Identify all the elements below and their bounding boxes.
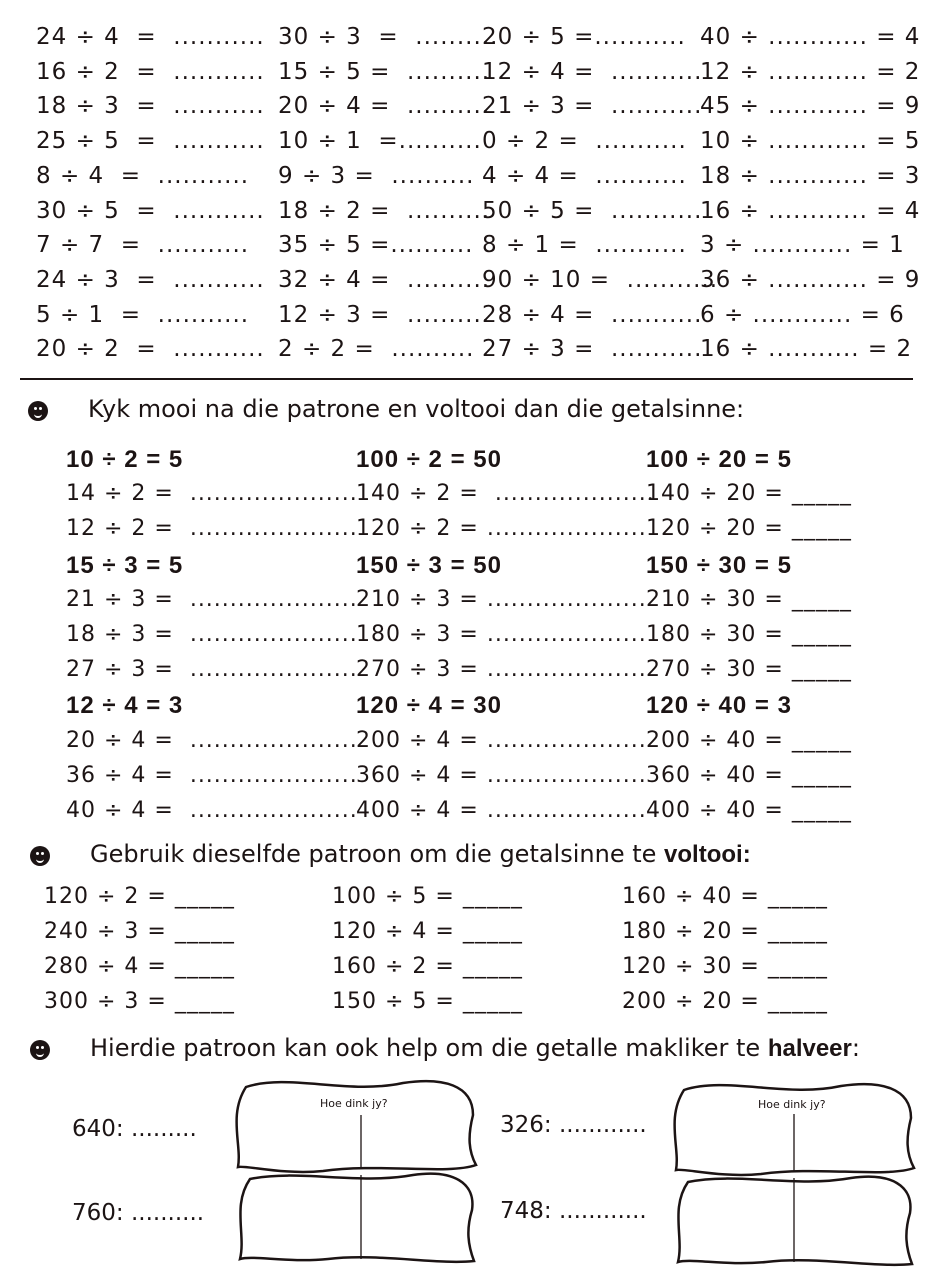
division-sentence: 15 ÷ 5 = ..........: [278, 58, 491, 85]
division-sentence: 90 ÷ 10 = ...........: [482, 266, 719, 293]
pattern-sentence: 27 ÷ 3 = .....................: [66, 657, 358, 683]
pattern-sentence: 210 ÷ 3 = ....................: [356, 586, 647, 612]
division-sentence: 4 ÷ 4 = ...........: [482, 162, 687, 189]
thinking-bubble-left: [228, 1075, 480, 1265]
pattern-sentence: 120 ÷ 30 = _____: [622, 954, 828, 979]
pattern-sentence: 280 ÷ 4 = _____: [44, 954, 235, 979]
pattern-sentence: 140 ÷ 2 = ....................: [356, 481, 655, 507]
division-sentence: 50 ÷ 5 = ...........: [482, 197, 703, 224]
division-sentence: 18 ÷ 2 = ..........: [278, 197, 491, 224]
pattern-sentence: 12 ÷ 2 = .....................: [66, 516, 358, 542]
division-sentence: 10 ÷ ............ = 5: [700, 128, 921, 155]
division-sentence: 3 ÷ ............ = 1: [700, 232, 905, 259]
division-sentence: 28 ÷ 4 = ...........: [482, 301, 703, 328]
pattern-sentence: 200 ÷ 40 = _____: [646, 727, 852, 753]
division-sentence: 30 ÷ 5 = ...........: [36, 197, 265, 224]
division-sentence: 2 ÷ 2 = ..........: [278, 336, 475, 363]
division-sentence: 5 ÷ 1 = ...........: [36, 301, 250, 328]
section-heading-halve: [90, 1034, 860, 1063]
division-sentence: 27 ÷ 3 = ...........: [482, 336, 703, 363]
division-sentence: 8 ÷ 4 = ...........: [36, 162, 250, 189]
bubble-label: Hoe dink jy?: [320, 1097, 388, 1110]
pattern-sentence: 36 ÷ 4 = .....................: [66, 762, 358, 788]
division-sentence: 12 ÷ 4 = ...........: [482, 58, 703, 85]
division-sentence: 16 ÷ 2 = ...........: [36, 58, 265, 85]
division-sentence: 10 ÷ 1 =..........: [278, 128, 482, 155]
halve-item: 326: ............: [500, 1112, 647, 1138]
pattern-sentence: 40 ÷ 4 = .....................: [66, 798, 358, 823]
pattern-sentence: 200 ÷ 4 = ....................: [356, 727, 647, 753]
example-sentence: 100 ÷ 20 = 5: [646, 446, 792, 473]
pattern-sentence: 180 ÷ 3 = ....................: [356, 622, 647, 647]
pattern-sentence: 120 ÷ 2 = _____: [44, 884, 235, 909]
pattern-sentence: 180 ÷ 20 = _____: [622, 919, 828, 944]
pattern-sentence: 120 ÷ 4 = _____: [332, 919, 523, 944]
example-sentence: 150 ÷ 30 = 5: [646, 551, 792, 579]
heading-suffix: :: [851, 1034, 860, 1062]
section-divider: [20, 378, 913, 380]
pattern-sentence: 270 ÷ 3 = ....................: [356, 657, 647, 683]
division-sentence: 16 ÷ ............ = 4: [700, 197, 921, 224]
division-sentence: 45 ÷ ............ = 9: [700, 93, 921, 120]
halve-item: 640: .........: [72, 1116, 197, 1142]
division-sentence: 25 ÷ 5 = ...........: [36, 128, 265, 155]
halve-item: 760: ..........: [72, 1200, 205, 1226]
thinking-bubble-right: [666, 1078, 918, 1268]
smiley-bullet-icon: [30, 1040, 50, 1060]
pattern-sentence: 180 ÷ 30 = _____: [646, 622, 852, 647]
example-sentence: 100 ÷ 2 = 50: [356, 446, 502, 473]
pattern-sentence: 400 ÷ 4 = ....................: [356, 798, 647, 823]
heading-bold-text: halveer: [767, 1035, 852, 1062]
example-sentence: 12 ÷ 4 = 3: [66, 692, 184, 720]
division-sentence: 18 ÷ ............ = 3: [700, 162, 921, 189]
division-sentence: 21 ÷ 3 = ...........: [482, 93, 703, 120]
example-sentence: 120 ÷ 4 = 30: [356, 692, 502, 720]
division-sentence: 36 ÷ ............ = 9: [700, 266, 921, 293]
pattern-sentence: 120 ÷ 20 = _____: [646, 516, 852, 542]
division-sentence: 12 ÷ ............ = 2: [700, 58, 921, 85]
division-sentence: 35 ÷ 5 =..........: [278, 232, 474, 259]
pattern-sentence: 240 ÷ 3 = _____: [44, 919, 235, 944]
division-sentence: 18 ÷ 3 = ...........: [36, 93, 265, 120]
division-sentence: 20 ÷ 4 = ..........: [278, 93, 491, 120]
pattern-sentence: 120 ÷ 2 = ....................: [356, 516, 647, 542]
pattern-sentence: 14 ÷ 2 = .....................: [66, 481, 358, 507]
pattern-sentence: 160 ÷ 2 = _____: [332, 954, 523, 979]
pattern-sentence: 200 ÷ 20 = _____: [622, 989, 828, 1014]
division-sentence: 24 ÷ 3 = ...........: [36, 266, 265, 293]
division-sentence: 20 ÷ 5 =...........: [482, 24, 686, 50]
division-sentence: 16 ÷ ........... = 2: [700, 336, 913, 363]
division-sentence: 6 ÷ ............ = 6: [700, 301, 905, 328]
pattern-sentence: 210 ÷ 30 = _____: [646, 586, 852, 612]
pattern-sentence: 270 ÷ 30 = _____: [646, 657, 852, 683]
pattern-sentence: 140 ÷ 20 = _____: [646, 481, 852, 507]
division-sentence: 30 ÷ 3 = ..........: [278, 24, 499, 50]
halve-item: 748: ............: [500, 1198, 647, 1224]
section-heading-use-pattern: [90, 840, 751, 869]
division-sentence: 0 ÷ 2 = ...........: [482, 128, 687, 155]
pattern-sentence: 18 ÷ 3 = .....................: [66, 622, 358, 647]
heading-text: Hierdie patroon kan ook help om die getalle makliker te: [90, 1034, 768, 1062]
example-sentence: 15 ÷ 3 = 5: [66, 551, 184, 579]
division-sentence: 8 ÷ 1 = ...........: [482, 232, 687, 259]
pattern-sentence: 20 ÷ 4 = .....................: [66, 727, 358, 753]
pattern-sentence: 150 ÷ 5 = _____: [332, 989, 523, 1014]
example-sentence: 150 ÷ 3 = 50: [356, 551, 502, 579]
pattern-sentence: 300 ÷ 3 = _____: [44, 989, 235, 1014]
bubble-label: Hoe dink jy?: [758, 1098, 826, 1111]
pattern-sentence: 360 ÷ 40 = _____: [646, 762, 852, 788]
pattern-sentence: 360 ÷ 4 = ....................: [356, 762, 647, 788]
smiley-bullet-icon: [30, 846, 50, 866]
heading-bold-text: voltooi:: [664, 841, 751, 868]
pattern-sentence: 400 ÷ 40 = _____: [646, 798, 852, 823]
division-sentence: 32 ÷ 4 = ..........: [278, 266, 491, 293]
division-sentence: 40 ÷ ............ = 4: [700, 24, 921, 50]
division-sentence: 24 ÷ 4 = ...........: [36, 24, 265, 50]
smiley-bullet-icon: [28, 401, 48, 421]
pattern-sentence: 160 ÷ 40 = _____: [622, 884, 828, 909]
example-sentence: 120 ÷ 40 = 3: [646, 692, 792, 720]
pattern-sentence: 21 ÷ 3 = .....................: [66, 586, 358, 612]
division-sentence: 9 ÷ 3 = ..........: [278, 162, 475, 189]
division-sentence: 7 ÷ 7 = ...........: [36, 232, 250, 259]
division-sentence: 12 ÷ 3 = ..........: [278, 301, 491, 328]
section-heading-patterns: Kyk mooi na die patrone en voltooi dan die getalsinne:: [88, 395, 745, 423]
division-sentence: 20 ÷ 2 = ...........: [36, 336, 265, 363]
heading-text: Gebruik dieselfde patroon om die getalsinne te: [90, 840, 665, 868]
pattern-sentence: 100 ÷ 5 = _____: [332, 884, 523, 909]
example-sentence: 10 ÷ 2 = 5: [66, 446, 184, 473]
